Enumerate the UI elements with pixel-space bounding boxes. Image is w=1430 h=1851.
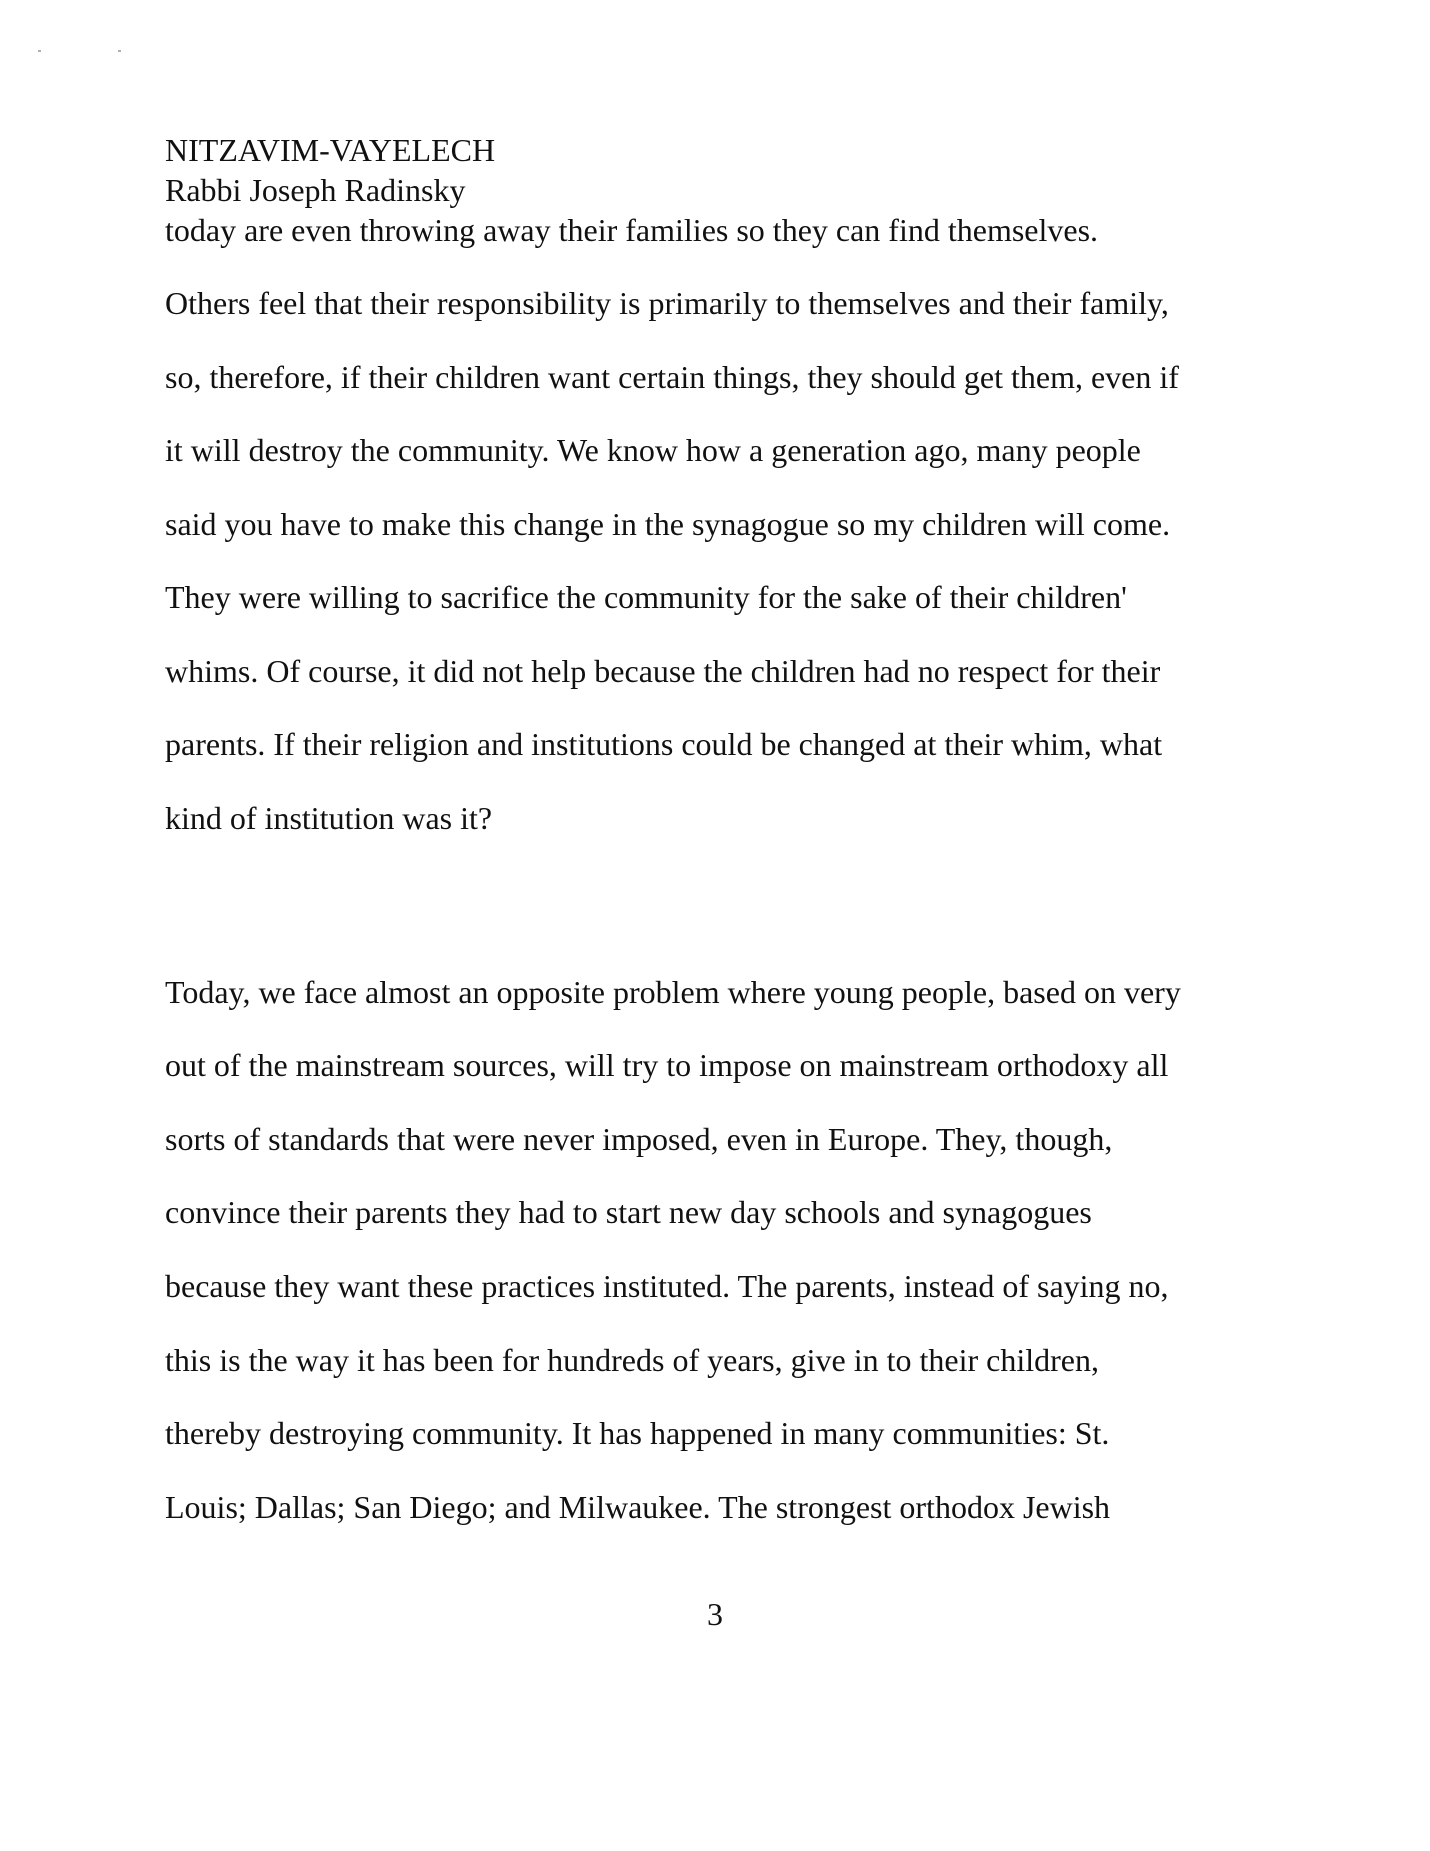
body-line: so, therefore, if their children want certain things, they should get them, even if (165, 359, 1179, 395)
body-line: thereby destroying community. It has happened in many communities: St. (165, 1415, 1110, 1451)
body-line: Today, we face almost an opposite problem where young people, based on very (165, 974, 1181, 1010)
page-number: 3 (707, 1596, 723, 1632)
scan-speck (118, 50, 121, 52)
body-line: Louis; Dallas; San Diego; and Milwaukee. The strongest orthodox Jewish (165, 1489, 1111, 1525)
body-line: convince their parents they had to start new day schools and synagogues (165, 1194, 1092, 1230)
body-line: it will destroy the community. We know how a generation ago, many people (165, 432, 1141, 468)
body-line: sorts of standards that were never imposed, even in Europe. They, though, (165, 1121, 1113, 1157)
document-author: Rabbi Joseph Radinsky (165, 172, 466, 208)
body-line: out of the mainstream sources, will try to impose on mainstream orthodoxy all (165, 1047, 1169, 1083)
scan-speck (38, 50, 41, 52)
body-line: parents. If their religion and institutions could be changed at their whim, what (165, 726, 1163, 762)
body-line: They were willing to sacrifice the community for the sake of their children' (165, 579, 1127, 615)
body-line: kind of institution was it? (165, 800, 493, 836)
body-line: said you have to make this change in the synagogue so my children will come. (165, 506, 1171, 542)
body-line: because they want these practices instituted. The parents, instead of saying no, (165, 1268, 1169, 1304)
page-header (165, 130, 495, 210)
body-line: Others feel that their responsibility is primarily to themselves and their family, (165, 285, 1169, 321)
body-line: today are even throwing away their families so they can find themselves. (165, 212, 1099, 248)
body-line: whims. Of course, it did not help because the children had no respect for their (165, 653, 1161, 689)
body-line: this is the way it has been for hundreds of years, give in to their children, (165, 1342, 1099, 1378)
document-title: NITZAVIM-VAYELECH (165, 132, 496, 168)
